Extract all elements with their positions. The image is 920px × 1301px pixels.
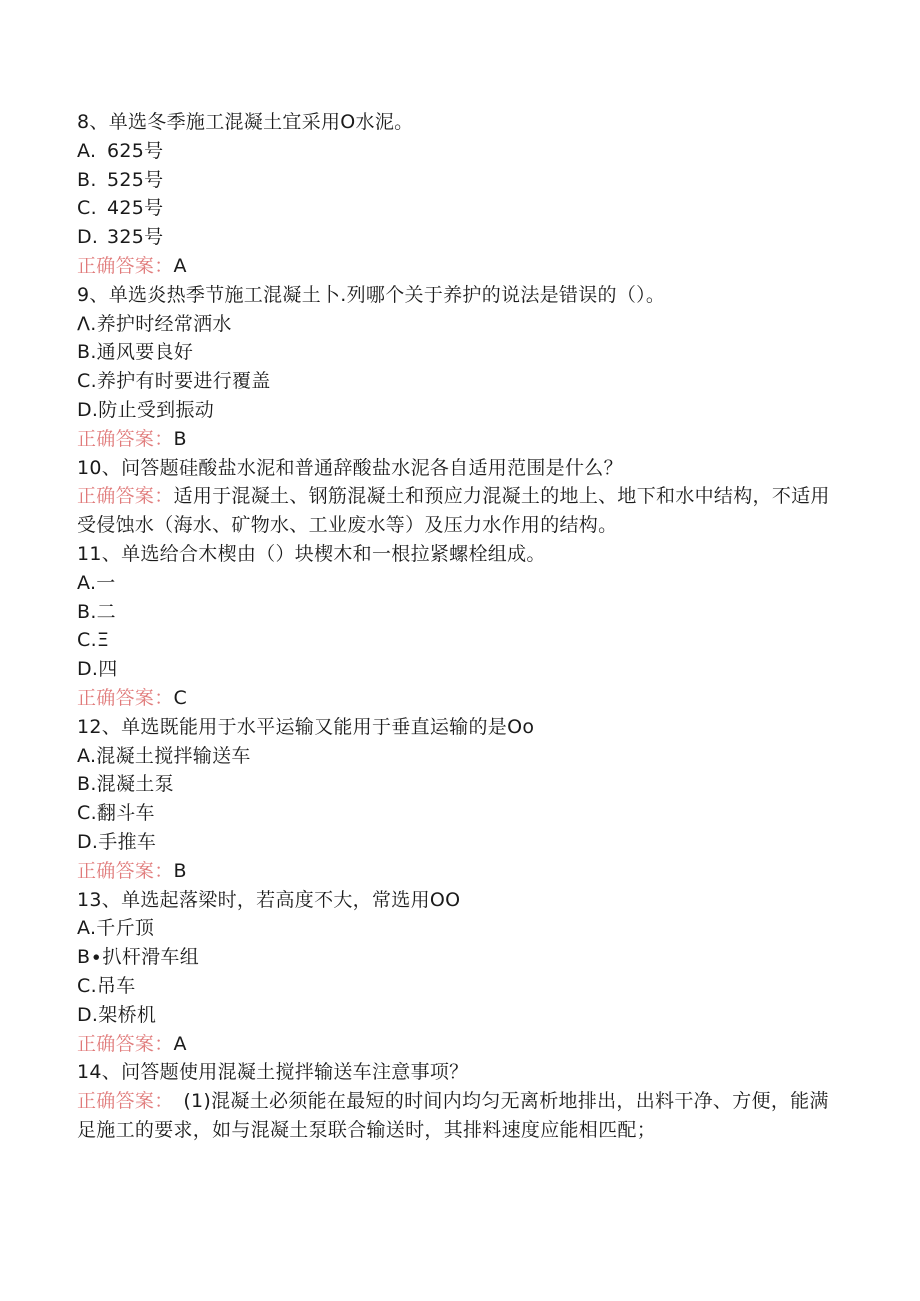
answer-row [77,482,837,540]
answer-value: A [173,1032,187,1055]
answer-value: A [173,254,187,277]
option-a: Λ.养护时经常洒水 [77,312,232,335]
answer-row [77,252,837,281]
option-c: C. 425号 [77,197,164,220]
question-stem: 13、单选起落梁时，若高度不大，常选用OO [77,888,461,911]
option-b: B.通风要良好 [77,341,194,364]
option-b: B∙扒杆滑车组 [77,946,200,969]
option-b: B.二 [77,600,116,623]
option-c: C.吊车 [77,974,136,997]
option-c: C.Ξ [77,629,110,652]
answer-row [77,1087,837,1145]
answer-row [77,1030,837,1059]
question-stem: 9、单选炎热季节施工混凝土卜.列哪个关于养护的说法是错误的（）。 [77,283,666,306]
answer-label: 正确答案： [77,1090,165,1113]
option-d: D.架桥机 [77,1003,157,1026]
answer-row [77,857,837,886]
option-d: D. 325号 [77,226,164,249]
answer-row [77,425,837,454]
answer-row [77,684,837,713]
option-a: A.一 [77,571,116,594]
answer-label: 正确答案： [77,485,174,508]
answer-value: 适用于混凝土、钢筋混凝土和预应力混凝土的地上、地下和水中结构，不适用受侵蚀水（海水、矿物水、工业废水等）及压力水作用的结构。 [77,485,830,537]
answer-label: 正确答案： [77,254,174,277]
option-a: A.混凝土搅拌输送车 [77,744,251,767]
option-b: B. 525号 [77,168,164,191]
question-stem: 8、单选冬季施工混凝土宜采用O水泥。 [77,111,414,133]
option-c: C.翻斗车 [77,802,155,825]
answer-label: 正确答案： [77,859,174,882]
question-stem: 10、问答题硅酸盐水泥和普通辞酸盐水泥各自适用范围是什么？ [77,456,623,479]
answer-label: 正确答案： [77,1032,174,1055]
answer-value: C [173,686,188,709]
option-d: D.防止受到振动 [77,398,215,421]
answer-value: (1)混凝土必须能在最短的时间内均匀无离析地排出，出料干净、方便，能满足施工的要求，如与混凝土泵联合输送时，其排料速度应能相匹配； [77,1090,829,1141]
question-stem: 14、问答题使用混凝土搅拌输送车注意事项？ [77,1061,469,1084]
option-d: D.四 [77,658,118,681]
question-list [77,108,837,1145]
question-stem: 12、单选既能用于水平运输又能用于垂直运输的是Oo [77,715,535,738]
option-a: A.千斤顶 [77,917,155,940]
option-b: B.混凝土泵 [77,773,174,796]
question-stem: 11、单选给合木楔由（）块楔木和一根拉紧螺栓组成。 [77,542,546,565]
answer-label: 正确答案： [77,686,174,709]
answer-value: B [173,859,187,882]
option-c: C.养护有时要进行覆盖 [77,370,271,393]
answer-value: B [173,427,187,450]
option-a: A. 625号 [77,139,164,162]
option-d: D.手推车 [77,830,157,853]
answer-label: 正确答案： [77,427,174,450]
